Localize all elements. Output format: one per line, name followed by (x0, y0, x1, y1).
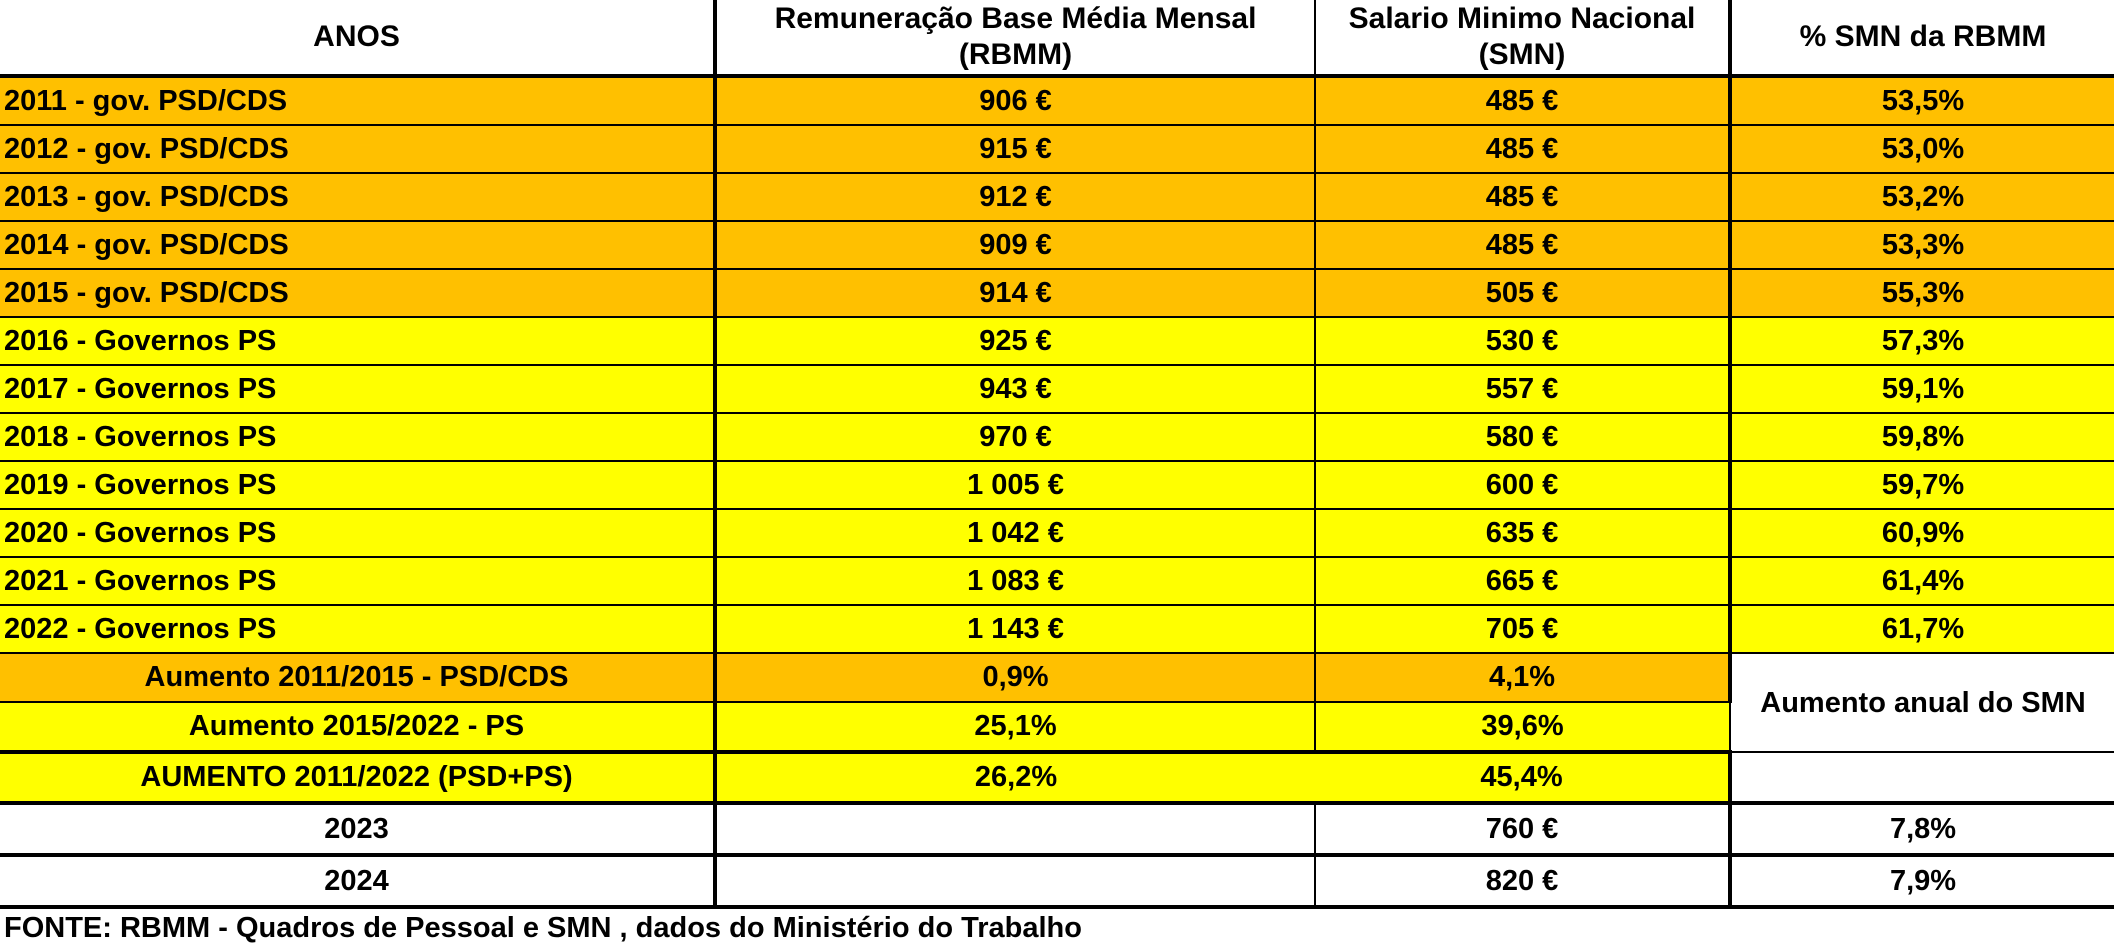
source-note: FONTE: RBMM - Quadros de Pessoal e SMN , dados do Ministério do Trabalho (4, 912, 1082, 944)
cell-smn: 820 € (1315, 855, 1730, 907)
header-rbmm: Remuneração Base Média Mensal (RBMM) (715, 0, 1315, 76)
cell-ano: 2021 - Governos PS (0, 557, 715, 605)
summary-label: Aumento 2011/2015 - PSD/CDS (0, 653, 715, 702)
table-row (0, 509, 2114, 557)
cell-rbmm: 1 143 € (715, 605, 1315, 653)
cell-rbmm (715, 855, 1315, 907)
table-row (0, 461, 2114, 509)
cell-ano: 2019 - Governos PS (0, 461, 715, 509)
table-row (0, 173, 2114, 221)
cell-pct: 53,2% (1730, 173, 2114, 221)
cell-rbmm: 906 € (715, 76, 1315, 125)
table-row (0, 605, 2114, 653)
table-row (0, 317, 2114, 365)
cell-pct: 60,9% (1730, 509, 2114, 557)
cell-ano: 2014 - gov. PSD/CDS (0, 221, 715, 269)
cell-ano: 2016 - Governos PS (0, 317, 715, 365)
cell-ano: 2015 - gov. PSD/CDS (0, 269, 715, 317)
cell-smn: 705 € (1315, 605, 1730, 653)
table-row (0, 557, 2114, 605)
cell-smn: 557 € (1315, 365, 1730, 413)
cell-ano: 2018 - Governos PS (0, 413, 715, 461)
cell-smn: 635 € (1315, 509, 1730, 557)
cell-rbmm (715, 803, 1315, 855)
cell-ano: 2012 - gov. PSD/CDS (0, 125, 715, 173)
cell-smn: 665 € (1315, 557, 1730, 605)
cell-rbmm: 909 € (715, 221, 1315, 269)
cell-rbmm: 970 € (715, 413, 1315, 461)
header-smn: Salario Minimo Nacional (SMN) (1315, 0, 1730, 76)
cell-smn: 505 € (1315, 269, 1730, 317)
cell-ano: 2024 (0, 855, 715, 907)
cell-smn: 485 € (1315, 221, 1730, 269)
cell-smn: 485 € (1315, 125, 1730, 173)
table-row (0, 413, 2114, 461)
cell-smn: 485 € (1315, 76, 1730, 125)
cell-rbmm: 925 € (715, 317, 1315, 365)
summary-smn: 45,4% (1315, 752, 1730, 803)
cell-ano: 2013 - gov. PSD/CDS (0, 173, 715, 221)
cell-pct: 53,3% (1730, 221, 2114, 269)
cell-pct: 53,0% (1730, 125, 2114, 173)
table-row (0, 269, 2114, 317)
summary-row-psd (0, 653, 2114, 702)
cell-ano: 2022 - Governos PS (0, 605, 715, 653)
header-pct: % SMN da RBMM (1730, 0, 2114, 76)
cell-rbmm: 1 042 € (715, 509, 1315, 557)
cell-pct: 7,8% (1730, 803, 2114, 855)
summary-label: AUMENTO 2011/2022 (PSD+PS) (0, 752, 715, 803)
cell-pct: 61,4% (1730, 557, 2114, 605)
summary-row-total (0, 752, 2114, 803)
annual-increase-label: Aumento anual do SMN (1730, 653, 2114, 752)
cell-smn: 485 € (1315, 173, 1730, 221)
cell-smn: 580 € (1315, 413, 1730, 461)
summary-smn: 39,6% (1315, 702, 1730, 752)
cell-ano: 2023 (0, 803, 715, 855)
table-row (0, 221, 2114, 269)
cell-pct: 55,3% (1730, 269, 2114, 317)
summary-rbmm: 25,1% (715, 702, 1315, 752)
summary-label: Aumento 2015/2022 - PS (0, 702, 715, 752)
cell-rbmm: 943 € (715, 365, 1315, 413)
cell-pct: 7,9% (1730, 855, 2114, 907)
table-row (0, 855, 2114, 907)
cell-pct: 59,7% (1730, 461, 2114, 509)
header-row (0, 0, 2114, 76)
summary-smn: 4,1% (1315, 653, 1730, 702)
cell-smn: 760 € (1315, 803, 1730, 855)
cell-pct: 59,8% (1730, 413, 2114, 461)
cell-rbmm: 914 € (715, 269, 1315, 317)
table-row (0, 125, 2114, 173)
table-row (0, 803, 2114, 855)
table-row (0, 365, 2114, 413)
cell-ano: 2011 - gov. PSD/CDS (0, 76, 715, 125)
header-anos: ANOS (0, 0, 715, 76)
table-row (0, 76, 2114, 125)
cell-ano: 2017 - Governos PS (0, 365, 715, 413)
summary-empty (1730, 752, 2114, 803)
cell-rbmm: 1 005 € (715, 461, 1315, 509)
cell-pct: 57,3% (1730, 317, 2114, 365)
cell-smn: 600 € (1315, 461, 1730, 509)
summary-rbmm: 0,9% (715, 653, 1315, 702)
summary-rbmm: 26,2% (715, 752, 1315, 803)
cell-rbmm: 912 € (715, 173, 1315, 221)
cell-pct: 61,7% (1730, 605, 2114, 653)
cell-rbmm: 1 083 € (715, 557, 1315, 605)
cell-ano: 2020 - Governos PS (0, 509, 715, 557)
cell-rbmm: 915 € (715, 125, 1315, 173)
cell-pct: 53,5% (1730, 76, 2114, 125)
cell-smn: 530 € (1315, 317, 1730, 365)
cell-pct: 59,1% (1730, 365, 2114, 413)
